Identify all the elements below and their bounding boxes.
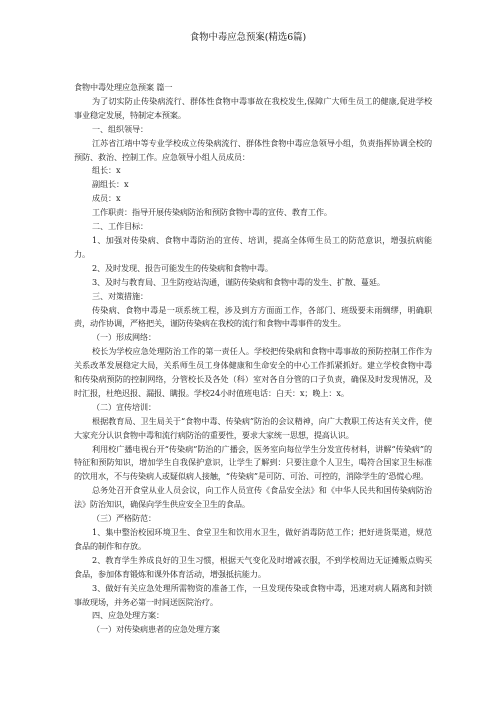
paragraph-6: 副组长：x [92, 179, 129, 190]
paragraph-3: 一、组织领导： [92, 123, 148, 134]
paragraph-4: 江苏省江靖中等专业学校成立传染病流行、群体性食物中毒应急领导小组，负责指挥协调全校的预防、救治、控制工作。应急领导小组人员成员： [74, 137, 432, 162]
paragraph-21: （三）严格防范： [92, 513, 156, 524]
paragraph-24: 3、做好有关应急处理所需物资的准备工作，一旦发现传染或食物中毒，迅速对病人隔离和封锁事故现场，并务必第一时间送医院治疗。 [74, 582, 432, 607]
paragraph-1: 食物中毒处理应急预案 篇一 [74, 82, 173, 92]
paragraph-7: 成员：x [92, 193, 121, 204]
document-title: 食物中毒应急预案(精选6篇) [189, 32, 307, 43]
paragraph-25: 四、应急处理方案： [92, 610, 164, 621]
paragraph-8: 工作职责：指导开展传染病防治和预防食物中毒的宣传、教育工作。 [92, 207, 332, 218]
paragraph-17: （二）宣传培训： [92, 401, 156, 412]
paragraph-22: 1、集中整治校园环境卫生、食堂卫生和饮用水卫生，做好消毒防范工作；把好进货渠道，规范食品的制作和存放。 [74, 527, 432, 551]
paragraph-18: 根据教育局、卫生局关于“食物中毒、传染病”防治的会议精神，向广大教职工传达有关文件，使大家充分认识食物中毒和流行病防治的重要性，要求大家统一思想，提高认识。 [74, 415, 432, 440]
paragraph-10: 1、加强对传染病、食物中毒防治的宣传、培训，提高全体师生员工的防范意识，增强抗病能力。 [74, 234, 432, 259]
paragraph-5: 组长：x [92, 165, 121, 176]
paragraph-11: 2、及时发现、报告可能发生的传染病和食物中毒。 [92, 262, 273, 273]
paragraph-2: 为了切实防止传染病流行、群体性食物中毒事故在我校发生,保障广大师生员工的健康,促进学校事业稳定发展，特制定本预案。 [74, 95, 432, 120]
paragraph-14: 传染病、食物中毒是一项系统工程，涉及到方方面面工作，各部门、班级要未雨绸缪，明确职责，动作协调，严格把关，谨防传染病在我校的流行和食物中毒事件的发生。 [74, 304, 432, 329]
paragraph-16: 校长为学校应急处理防治工作的第一责任人。学校把传染病和食物中毒事故的预防控制工作作为关系改革发展稳定大局，关系师生员工身体健康和生命安全的中心工作抓紧抓好。建立学校食物中毒和传染病预防的控制网络，分管校长及各处（科）室对各自分管的口子负责，确保及时发现情况，及时汇报，杜绝迟报、漏报、瞒报。学校24小时值班电话：白天：x；晚上：x。 [74, 346, 432, 398]
paragraph-12: 3、及时与教育局、卫生防疫站沟通，谨防传染病和食物中毒的发生、扩散、蔓延。 [92, 276, 385, 287]
paragraph-19: 利用校广播电视台开“传染病”防治的广播会，医务室向每位学生分发宣传材料，讲解“传染病”的特征和预防知识，增加学生自我保护意识，让学生了解到：只要注意个人卫生，喝符合国家卫生标准的饮用水，不与传染病人或疑似病人接触，“传染病”是可防、可治、可控的，消除学生的‘恐慌心理。 [74, 443, 432, 482]
paragraph-15: （一）形成网络： [92, 332, 156, 343]
paragraph-9: 二、工作目标： [92, 221, 148, 232]
paragraph-23: 2、教育学生养成良好的卫生习惯，根据天气变化及时增减衣服，不到学校周边无证摊贩点购买食品，参加体育锻炼和课外体育活动，增强抵抗能力。 [74, 554, 432, 579]
paragraph-26: （一）对传染病患者的应急处理方案 [92, 624, 220, 635]
paragraph-13: 三、对策措施： [92, 290, 148, 301]
document-body [74, 81, 432, 637]
paragraph-20: 总务处召开食堂从业人员会议，向工作人员宣传《食品安全法》和《中华人民共和国传染病防治法》防治知识，确保向学生供应安全卫生的食品。 [74, 485, 432, 510]
